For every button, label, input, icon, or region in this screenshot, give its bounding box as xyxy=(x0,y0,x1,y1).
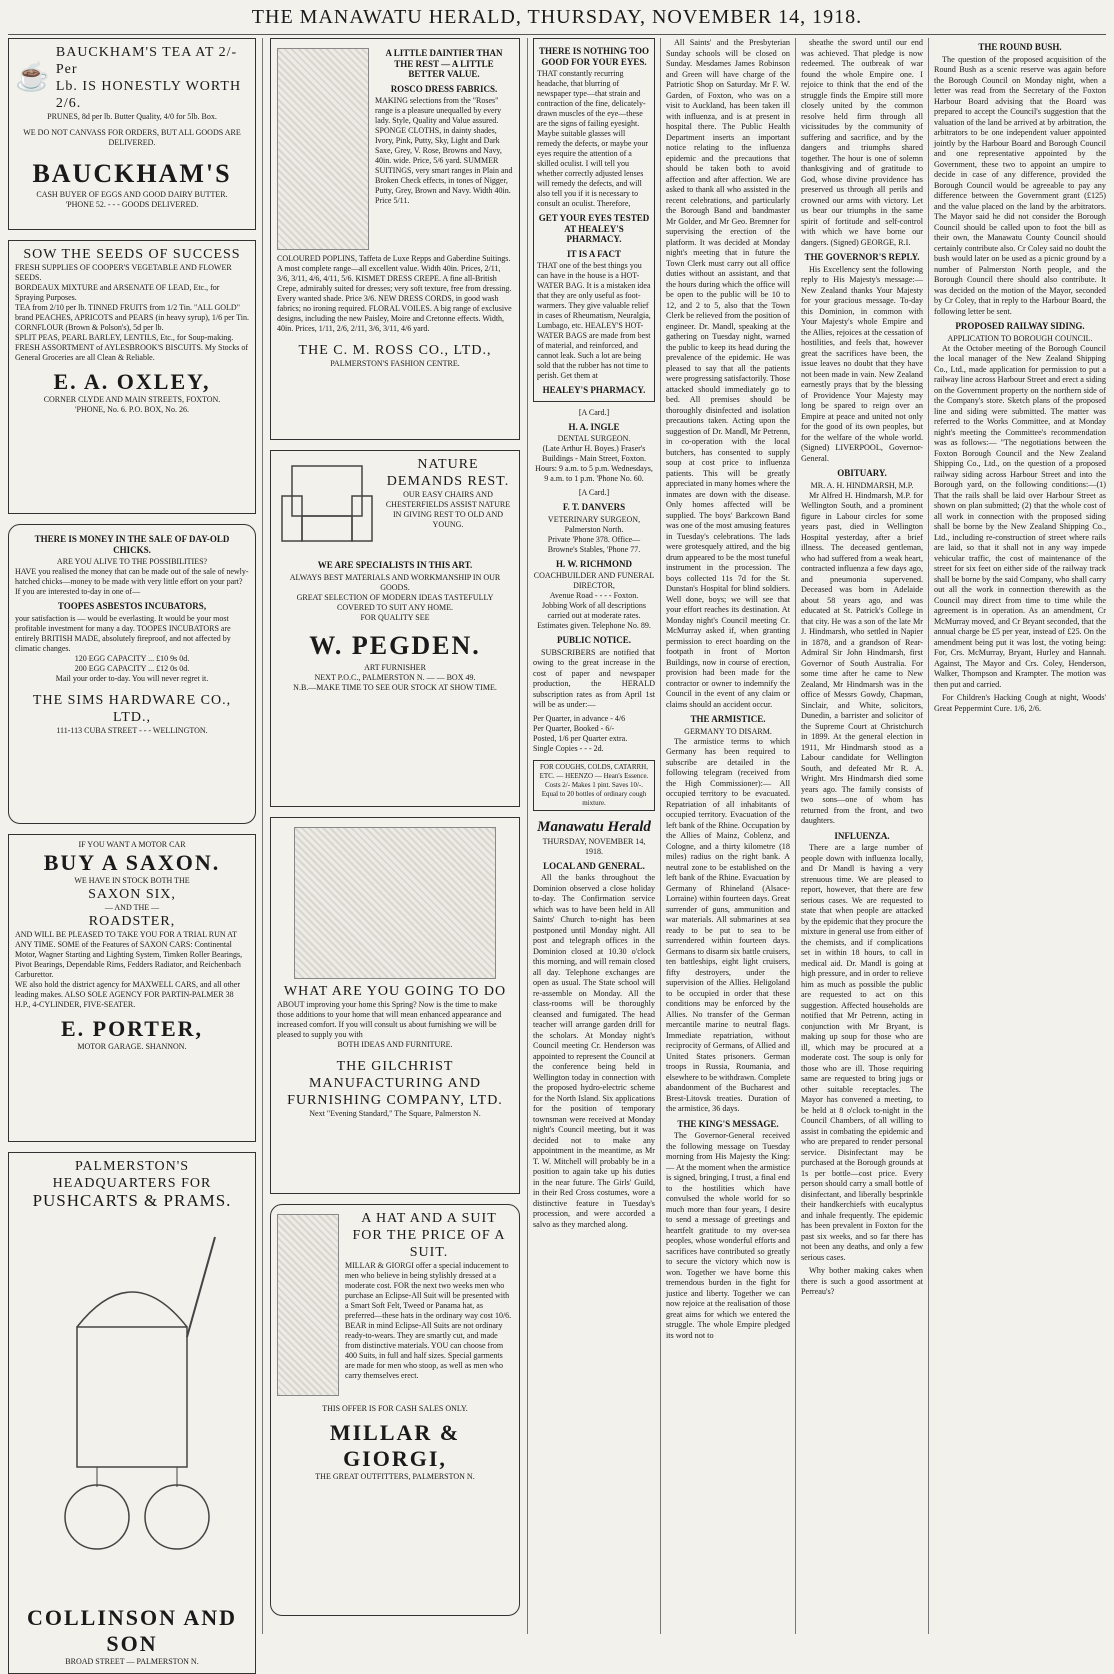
ad-headline: NATURE DEMANDS REST. xyxy=(386,457,510,489)
news-text: For Children's Hacking Cough at night, Woods' Great Peppermint Cure. 1/6, 2/6. xyxy=(934,693,1106,713)
notice-title: PUBLIC NOTICE. xyxy=(556,635,631,645)
card-text: VETERINARY SURGEON, Palmerston North. xyxy=(547,514,641,534)
card-text: DENTAL SURGEON. xyxy=(557,434,631,443)
column-divider xyxy=(928,38,929,1634)
article-subtitle: APPLICATION TO BOROUGH COUNCIL. xyxy=(947,333,1093,343)
ad-text: HAVE you realised the money that can be made out of the sale of newly-hatched chicks—money to be made with very little effort on your part? If you are interested to-day in one of— xyxy=(15,567,249,596)
ad-subheadline: ROADSTER, xyxy=(88,914,176,929)
furnished-room-illustration xyxy=(294,827,496,979)
ad-headline: PALMERSTON'S HEADQUARTERS FOR xyxy=(52,1159,212,1191)
ad-price: 200 EGG CAPACITY ... £12 0s 0d. xyxy=(74,663,190,673)
card-name: F. T. DANVERS xyxy=(562,502,626,512)
ad-subheadline: TOOPES ASBESTOS INCUBATORS, xyxy=(57,601,207,611)
notice-rate: Single Copies - - - 2d. xyxy=(533,743,604,753)
ad-text: CORNER CLYDE AND MAIN STREETS, FOXTON. xyxy=(43,395,221,404)
ad-headline: PUSHCARTS & PRAMS. xyxy=(32,1191,232,1210)
ad-text: GREAT SELECTION OF MODERN IDEAS TASTEFULLY COVERED TO SUIT ANY HOME. xyxy=(296,592,494,612)
article-title: OBITUARY. xyxy=(837,468,887,478)
card-text: Hours: 9 a.m. to 5 p.m. Wednesdays, 9 a.m. to 1 p.m. 'Phone No. 60. xyxy=(535,464,653,483)
ad-text: PRUNES, 8d per lb. Butter Quality, 4/0 for 5lb. Box. xyxy=(47,112,217,121)
ad-text: WE DO NOT CANVASS FOR ORDERS, BUT ALL GOODS ARE DELIVERED. xyxy=(23,128,241,147)
article-title: THE ROUND BUSH. xyxy=(978,42,1062,52)
ad-brand: BAUCKHAM'S xyxy=(32,159,232,188)
ad-text: Next "Evening Standard," The Square, Palmerston N. xyxy=(309,1109,481,1118)
card-text: Private 'Phone 378. Office—Browne's Stables, 'Phone 77. xyxy=(547,534,641,554)
notice-text: SUBSCRIBERS are notified that owing to the great increase in the cost of paper and newspaper production, the HERALD subscription rates as from April 1st will be as under:— xyxy=(533,647,655,709)
ad-text: MILLAR & GIORGI offer a special inducement to men who believe in being stylishly dressed at a moderate cost. FOR the next two weeks men who purchase an Eclipse-All Suit will be presented with a Smart Soft Felt, Tweed or Panama hat, as preferred—these hats in the ordinary way cost 10/6. BEAR in mind Eclipse-All Suits are not ordinary ready-to-wears. They are smartly cut, and made from distinctive materials. YOU can choose from 400 Suits, in full and half sizes. Special garments are made for men who stoop, as well as men who carry themselves erect. xyxy=(345,1261,512,1380)
ad-brand: MILLAR & GIORGI, xyxy=(329,1420,461,1471)
edition-date: THURSDAY, NOVEMBER 14, 1918. xyxy=(542,836,646,856)
ad-text: THAT one of the best things you can have in the house is a HOT-WATER BAG. It is a mistaken idea that they are only useful as foot-warmers. They give valuable relief in cases of Rheumatism, Neuralgia, Lumbago, etc. HEALEY'S HOT-WATER BAGS are made from best of material, and reinforced, and cannot leak. Such a lot are being sold that the rubber has not time to perish. Get them at xyxy=(537,261,651,380)
healey-ad xyxy=(533,38,655,402)
ad-text: 111-113 CUBA STREET - - - WELLINGTON. xyxy=(56,725,208,735)
ad-headline: A LITTLE DAINTIER THAN THE REST — A LITTLE BETTER VALUE. xyxy=(385,48,503,79)
card-text: Avenue Road - - - - Foxton. xyxy=(549,591,639,600)
gentleman-illustration xyxy=(277,1214,339,1396)
column-divider xyxy=(527,38,528,1634)
ad-headline: BAUCKHAM'S TEA AT 2/- Per xyxy=(55,45,238,77)
tea-drinker-icon: ☕ xyxy=(15,62,50,93)
column-2 xyxy=(270,38,520,1634)
ad-text: WE HAVE IN STOCK BOTH THE xyxy=(74,876,190,885)
article-title: THE KING'S MESSAGE. xyxy=(677,1118,779,1129)
ad-headline: THERE IS MONEY IN THE SALE OF DAY-OLD CHICKS. xyxy=(34,534,230,555)
lady-illustration xyxy=(277,48,369,250)
news-text: Why bother making cakes when there is such a good assortment at Perreau's? xyxy=(801,1266,923,1296)
notice-rate: Per Quarter, Booked - 6/- xyxy=(533,723,615,733)
ad-brand: W. PEGDEN. xyxy=(309,630,481,660)
ad-text: CASH BUYER OF EGGS AND GOOD DAIRY BUTTER. xyxy=(36,190,228,199)
article-subtitle: MR. A. H. HINDMARSH, M.P. xyxy=(810,480,914,490)
ad-headline: SOW THE SEEDS OF SUCCESS xyxy=(23,247,241,262)
ad-text: WE also hold the district agency for MAXWELL CARS, and all other leading makes. ALSO SOLE AGENCY FOR PARTIN-PALMER 38 H.P., 4-CYLINDER, FIVE-SEATER. xyxy=(15,980,240,1009)
ad-text: your satisfaction is — would be everlasting. It would be your most profitable investment for many a day. TOOPES INCUBATORS are entirely BRITISH MADE, absolutely fireproof, and not affected by climatic changes. xyxy=(15,613,231,653)
ad-text: — AND THE — xyxy=(104,903,160,912)
ad-brand: E. PORTER, xyxy=(60,1016,204,1041)
ad-subheadline: SAXON SIX, xyxy=(88,887,176,902)
card-name: H. A. INGLE xyxy=(568,421,620,432)
masthead-rule xyxy=(8,34,1106,35)
notice-rate: Per Quarter, in advance - 4/6 xyxy=(533,713,626,723)
ad-text: ARE YOU ALIVE TO THE POSSIBILITIES? xyxy=(56,557,208,566)
millar-giorgi-ad xyxy=(270,1204,520,1616)
porter-ad xyxy=(8,834,256,1142)
ad-headline: THERE IS NOTHING TOO GOOD FOR YOUR EYES. xyxy=(539,46,649,67)
ad-text: BOTH IDEAS AND FURNITURE. xyxy=(337,1040,453,1049)
article-text: At the October meeting of the Borough Council the local manager of the New Zealand Shipping Co., Ltd., made application for permission to put a railway line across Harbour Street and erect a siding on the Government property on the northern side of the Company's store. Sketch plans of the proposed line and siding were submitted. The matter was referred to the Works Committee, and at Monday night's meeting the Committee's recommendation was as follows:— "The negotiations between the Foxton Borough Council and the New Zealand Shipping Co., Ltd., on the question of a proposed railway siding across Harbour Street and into the Borough yard, on the following conditions:—(1) That the rails shall be laid over Harbour Street as shown on plan submitted; (2) that the whole cost of all work in connection with the proposed siding shall be borne by the New Zealand Shipping Co., Ltd., including re-construction of street where rails are laid, so that it shall not in any way impede vehicular traffic, the cost of maintenance of the street for six feet on either side of the railway track shall be borne by the said Company, who shall carry out all the work in connection therewith as the Council may direct from time to time while the agreement is in operation. As an amendment, Cr McMurray moved, and Cr Bryant seconded, that the annual charge be £5 per year, instead of £25. On the amendment being put it was lost, the voting being: For, Crs. McMurray, Bryant, Hurley and Hannah. Against, The Mayor and Crs. Coley, Henderson, Walker, Thompson and Krampter. The motion was then put and carried. xyxy=(934,343,1106,689)
article-text: The question of the proposed acquisition of the Round Bush as a scenic reserve was again before the Borough Council on Monday night, when a letter was read from the Secretary of the Foxton Harbour Board advising that the Board was prepared to accept the Council's suggestion that the valuation of the land be arrived at by arbitration, the arbitrators to be one independent valuer appointed jointly by the Harbour Board and Borough Council and one representative appointed by the Government, these two to appoint an umpire to decide in case of any difference, provided the Borough Council would be agreeable to pay any difference between the Government grant (£125) and the value placed on the land by the arbitrators. The Mayor said he did not consider the Borough Council should be called upon to foot the bill as their own, the Manawatu County Council should certainly contribute also. Cr Coley said no doubt the bush would later on be used as a picnic ground by a number of Palmerston North people, and the Borough Council there should also contribute. It was decided on the motion of the Mayor, seconded by Cr Coley, that in reply to the Harbour Board, the following letter be sent. xyxy=(934,54,1106,316)
ad-text: BORDEAUX MIXTURE and ARSENATE OF LEAD, Etc., for Spraying Purposes. xyxy=(15,283,220,302)
ad-text: PALMERSTON'S FASHION CENTRE. xyxy=(330,359,460,368)
ad-text: Mail your order to-day. You will never regret it. xyxy=(55,673,209,683)
ad-brand: E. A. OXLEY, xyxy=(53,369,211,394)
section-title: LOCAL AND GENERAL. xyxy=(543,860,645,871)
masthead: THE MANAWATU HERALD, THURSDAY, NOVEMBER 14, 1918. xyxy=(251,6,863,28)
ad-brand: THE SIMS HARDWARE CO., LTD., xyxy=(32,692,232,725)
ad-price: 120 EGG CAPACITY ... £10 9s 0d. xyxy=(74,653,190,663)
card-text: COACHBUILDER AND FUNERAL DIRECTOR, xyxy=(533,571,655,590)
sims-hardware-ad xyxy=(8,524,256,824)
newspaper-banner: Manawatu Herald xyxy=(537,818,651,835)
ad-text: THIS OFFER IS FOR CASH SALES ONLY. xyxy=(322,1404,468,1413)
article-text: The Governor-General received the following message on Tuesday morning from His Majesty the King:— At the moment when the armistice is signed, bringing, I trust, a final end to the hostilities which have convulsed the whole world for so much more than four years, I desire to send a message of greetings and heartfelt gratitude to my over-sea peoples, whose wonderful efforts and sacrifices have contributed so greatly to secure the victory which now is won. Together we have borne this tremendous burden in the fight for justice and liberty. Together we can now rejoice at the realisation of those great aims for which we entered the struggle. The whole Empire pledged its word not to xyxy=(666,1131,790,1340)
ad-brand: THE C. M. ROSS CO., LTD., xyxy=(298,343,492,358)
ad-subheadline: IT IS A FACT xyxy=(567,248,621,259)
ad-text: 'PHONE 52. - - - GOODS DELIVERED. xyxy=(65,200,199,209)
card-text: Jobbing Work of all descriptions carried out at moderate rates. Estimates given. Telephone No. 89. xyxy=(537,601,651,630)
news-text: All Saints' and the Presbyterian Sunday schools will be closed on Sunday. Mesdames James Robinson and Green will have charge of the Patriotic Shop on Saturday. Mr F. W. Garden, of Foxton, who was on a visit to Auckland, has been taken ill with influenza, and is at present in hospital there. The Public Health Department inserts an important notice relating to the influenza epidemic and the precautions that should be taken both to avoid affection and after affection. We are asked to thank all who assisted in the recent celebrations, and particularly the Borough Band and bandmaster Mr Golder, and Mr Geo. Bremner for supervising the erection of the platform. It was decided at Monday night's meeting that in future the Town Clerk must carry out all office duties without an assistant, and that the hours during which the office will be open to the public will be 10 to 12, and 2 to 5, also that the Town Clerk be relieved from the position of engineer. Dr. Mandl, speaking at the gathering on Tuesday night, warned the public to keep its head during the prevalence of the epidemic. He was pleased to say that all the patients were progressing satisfactorily. Those attacked should immediately go to bed. All premises should be thoroughly disinfected and isolation precautions taken. Acting upon the suggestion of Dr. Mandl, Mr Petrenn, in co-operation with the local butchers, has consented to supply soup at cost price to influenza patients. This will be greatly appreciated in many homes where the inmates are down with the disease. Only homes affected will be supplied. The boys' Barkcown Band was one of the most amusing features in Tuesday's celebrations. The lads were grotesquely attired, and the big drum appeared to be the most tuneful instrument in the procession. The boys collected 11s 7d for the St. Dunstan's Hospital for blind soldiers. Well done, boys; we will see that your effort reaches its destination. At Monday night's Council meeting Cr. McMurray asked if, when granting permission to erect hoarding on the footpath in front of Morton Buildings, now in course of erection, provision had been made for the contractor or owner to indemnify the Council in the event of any claim or claims should an accident occur. xyxy=(666,38,790,709)
oxley-ad xyxy=(8,240,256,514)
collinson-ad xyxy=(8,1152,256,1674)
article-text: The armistice terms to which Germany has been required to subscribe are detailed in the following telegram (received from the High Commissioner):— All occupied territory to be evacuated. Repatriation of all inhabitants of occupied territory. Evacuation of the left bank of the Rhine. Occupation by the Allies of Mainz, Coblenz, and Cologne, and a thirty kilometre (18 miles) radius on the right bank. A neutral zone to be established on the left bank of the Rhine. Evacuation by Germany of Rhineland (Alsace-Lorraine) within fourteen days. Great surrender of guns, ammunition and war materials. All submarines at sea ready to be put to sea to be surrendered within fourteen days. Germans to disarm six battle cruisers, ten battleships, eight light cruisers, fifty destroyers, under the supervision of the Allies. Heligoland to be occupied in order that these conditions may be enforced by the Allies. No transfer of the German mercantile marine to neutral flags. Immediate repatriation, without reciprocity of Germans, of Allied and United States prisoners. German troops in Russia, Roumania, and elsewhere to be withdrawn. Complete abandonment of the Bucharest and Brest-Litovsk treaties. Duration of the armistice, 36 days. xyxy=(666,736,790,1113)
card-name: H. W. RICHMOND xyxy=(555,558,632,569)
ad-text: THE GREAT OUTFITTERS, PALMERSTON N. xyxy=(315,1472,475,1481)
column-3 xyxy=(533,38,655,1634)
article-text: His Excellency sent the following reply to His Majesty's message:— New Zealand thanks Your Majesty for your gracious message. To-day this Dominion, in common with Your Majesty's whole Empire and the Allies, rejoices at the cessation of hostilities, and feels that, however great the sacrifices have been, the issue leaves no doubt that they have not been made in vain. New Zealand earnestly prays that by the blessing of Providence Your Majesty may long be spared to reign over an Empire at peace and united not only for the good of its own peoples, but for the welfare of the whole world. (Signed) LIVERPOOL, Governor-General. xyxy=(801,264,923,463)
ad-brand: THE GILCHRIST MANUFACTURING AND FURNISHING COMPANY, LTD. xyxy=(287,1059,503,1108)
ad-text: ART FURNISHER xyxy=(364,662,426,672)
heenzo-ad: FOR COUGHS, COLDS, CATARRH, ETC. — HEENZO — Hean's Essence. Costs 2/- Makes 1 pint. Saves 10/-. Equal to 20 bottles of ordinary cough mixture. xyxy=(533,760,655,811)
article-text: Mr Alfred H. Hindmarsh, M.P. for Wellington South, and a prominent figure in Labour circles for some years past, died in Wellington Hospital yesterday, after a brief illness. The deceased gentleman, who had suffered from a weak heart, contracted influenza a few days ago, and pneumonia supervened. Deceased was born in Adelaide about 58 years ago, and was educated at St. Patrick's College in that city. He was a son of the late Mr J. Hindmarsh, who settled in Napier in 1878, and a grandson of Rear-Admiral Sir John Hindmarsh, first Governor of South Australia. For some time after he came to New Zealand, Mr Hindmarsh was in the office of Messrs Gowdy, Chapman, Sinclair, and White, solicitors, Dunedin, a barrister and solicitor of the Supreme Court at Christchurch in 1899. At the general election in 1911, Mr Hindmarsh stood as a Labour candidate for Wellington South, and defeated Mr R. A. Wright. Mrs Hindmarsh died some years ago. The family consists of two sons—one of whom has returned from the front, and two daughters. xyxy=(801,490,923,825)
armchair-illustration xyxy=(277,456,377,556)
column-divider xyxy=(660,38,661,1634)
ad-headline: BUY A SAXON. xyxy=(43,850,221,875)
article-title: THE GOVERNOR'S REPLY. xyxy=(804,252,920,262)
pram-illustration xyxy=(37,1217,227,1597)
ad-text: COLOURED POPLINS, Taffeta de Luxe Repps and Gaberdine Suitings. A most complete range—all excellent value. Width 40in. Prices, 2/11, 3/6, 3/11, 4/6, 4/11, 5/6. KISMET DRESS CREPE. A fine all-British Crepe, admirably suited for dresses; very soft texture, free from dressing. Every wanted shade. Price 3/6. NEW DRESS CORDS, in good wash fabrics; no ironing required. FLORAL VOILES. A big range of exclusive designs, including the new Paisley, Moire and Cretonne effects. Width, 40in. Prices, 1/11, 2/6, 2/11, 3/6, 3/11, 4/6 yard. xyxy=(277,254,512,333)
article-text: There are a large number of people down with influenza locally, and Dr Mandl is having a very strenuous time. We are pleased to report, however, that there are few serious cases. We are requested to state that when people are attacked by the epidemic that they procure the mixture in general use from either of the chemists, and if complications set in within 18 hours, to call in medical aid. Dr. Mandl is going at high pressure, and in order to relieve him as much as possible the public are requested to act on this suggestion. Affected households are notified that Mr Petrenn, acting in conjunction with Mr Bryant, is making up soup for those who are ill, which may be procured at a moderate cost. The soup is only for those who are ill. Those requiring same are requested to bring jugs or other suitable receptacles. The Mayor has convened a meeting, to be held at 8 o'clock to-night in the Council Chambers, of all willing to assist in combating the epidemic and who are prepared to render personal service. Disinfectant may be purchased at the Borough grounds at 1s per bottle—cost price. Every person should carry a small bottle of disinfectant, and liberally besprinkle their handkerchiefs with eucalyptus and inhale frequently. The epidemic has been prevalent in Foxton for the past six weeks, and so far there has not been any deaths, and only a few serious cases. xyxy=(801,843,923,1262)
ad-headline: WHAT ARE YOU GOING TO DO xyxy=(283,984,507,999)
article-subtitle: GERMANY TO DISARM. xyxy=(684,726,772,736)
ad-text: MAKING selections from the "Roses" range is a pleasure unequalled by every lady. Style, Quality and Value assured. SPONGE CLOTHS, in dainty shades, Ivory, Pink, Putty, Sky, Light and Dark Saxe, Grey, V. Rose, Browns and Navy, 40in. wide. Price, 5/6 yard. SUMMER SUITINGS, very smart ranges in Plain and Broken Check effects, in tones of Nigger, Putty, Grey, Brown and Navy. Width 40in. Price 5/11. xyxy=(375,96,513,205)
column-divider xyxy=(262,38,263,1634)
pegden-ad xyxy=(270,450,520,807)
ross-ad xyxy=(270,38,520,440)
ad-text: ALWAYS BEST MATERIALS AND WORKMANSHIP IN OUR GOODS. xyxy=(289,572,501,592)
article-title: INFLUENZA. xyxy=(834,830,890,841)
column-1 xyxy=(8,38,256,1666)
ad-text: CORNFLOUR (Brown & Polson's), 5d per lb. xyxy=(15,323,164,332)
ad-text: NEXT P.O.C., PALMERSTON N. — — BOX 49. xyxy=(314,672,476,682)
column-divider xyxy=(795,38,796,1634)
ad-text: AND WILL BE PLEASED TO TAKE YOU FOR A TRIAL RUN AT ANY TIME. SOME of the Features of SAXON CARS: Continental Motor, Wagner Starting and Lighting System, Timken Roller Bearings, Pivot Bearings, Dependable Rims, Fedders Radiator, and Reichenbach Carburettor. xyxy=(15,930,243,979)
ad-text: FOR QUALITY SEE xyxy=(360,612,430,622)
ad-text: SPLIT PEAS, PEARL BARLEY, LENTILS, Etc., for Soup-making. xyxy=(15,333,234,342)
article-text: sheathe the sword until our end was achieved. That pledge is now redeemed. The outbreak of war found the whole Empire one. I rejoice to think that the end of the struggle finds the Empire still more closely united by the common resolve held firm through all vicissitudes by the community of suffering and sacrifice, and by the dangers and triumphs shared together. The hour is one of solemn thanksgiving and of gratitude to God, whose divine providence has preserved us through all perils and crowned our arms with victory. Let us bear our triumphs in the same spirit of fortitude and self-control with which we have borne our dangers. (Signed) GEORGE, R.I. xyxy=(801,38,923,247)
ad-text: FRESH SUPPLIES OF COOPER'S VEGETABLE AND FLOWER SEEDS. xyxy=(15,263,232,282)
bauckham-ad xyxy=(8,38,256,230)
ad-subheadline: GET YOUR EYES TESTED AT HEALEY'S PHARMACY. xyxy=(538,213,650,244)
ad-brand: HEALEY'S PHARMACY. xyxy=(542,385,646,395)
ad-text: ABOUT improving your home this Spring? Now is the time to make those additions to your home that will mean enhanced appearance and increased comfort. If you will consult us about furnishing we will be pleased to supply you with xyxy=(277,1000,502,1039)
ad-text: FRESH ASSORTMENT of AYLESBROOK'S BISCUITS. My Stocks of General Groceries are all Clean & Reliable. xyxy=(15,343,249,362)
news-text: All the banks throughout the Dominion observed a close holiday to-day. The Confirmation service which was to have been held in All Saints' Church to-night has been postponed until Monday night. All post and telegraph offices in the Dominion closed at 10.30 o'clock this morning, and will remain closed all day. Telephone exchanges are open as usual. The State school will re-assemble on Monday. All the class-rooms will be thoroughly cleansed and fumigated. The head teacher will arrange garden drill for the scholars. At Monday night's Council meeting Cr. Henderson was appointed to represent the Council at the conference being held in Wellington today in connection with the proposed hydro-electric scheme for the North Island. Six applications for the position of temporary townsman were received at Monday night's Council meeting, but it was decided not to make any appointment in the meantime, as Mr T. W. Mitchell will probably be in a position to again take up his duties in the near future. The Girls' Guild, in their Red Cross costumes, wore a distinctive feature in Tuesday's procession, and were accorded a salvo as they marched along. xyxy=(533,873,655,1229)
ad-text: IF YOU WANT A MOTOR CAR xyxy=(78,840,186,849)
card-label: [A Card.] xyxy=(578,407,610,417)
ad-text: 'PHONE, No. 6. P.O. BOX, No. 26. xyxy=(75,405,189,414)
ad-text: OUR EASY CHAIRS AND CHESTERFIELDS ASSIST NATURE IN GIVING REST TO OLD AND YOUNG. xyxy=(385,490,511,529)
column-4 xyxy=(666,38,790,1634)
card-text: (Late Arthur H. Boyes.) Fraser's Buildings - Main Street, Foxton. xyxy=(542,444,646,463)
ad-brand: COLLINSON AND SON xyxy=(27,1605,237,1656)
ad-text: MOTOR GARAGE. SHANNON. xyxy=(77,1042,187,1051)
ad-subheadline: WE ARE SPECIALISTS IN THIS ART. xyxy=(317,560,473,570)
column-6 xyxy=(934,38,1106,1634)
card-label: [A Card.] xyxy=(578,488,610,497)
ad-text: THAT constantly recurring headache, that blurring of newspaper type—that strain and contraction of the fine, delicately-drawn muscles of the eye—these are the signs of failing eyesight. Maybe suitable glasses will remedy the defects, or maybe your eyes require the attention of a skilled oculist. I will tell you whether correctly adjusted lenses will remedy the defects, and will also tell you if it is necessary to consult an oculist. Therefore, xyxy=(537,69,649,208)
ad-subheadline: ROSCO DRESS FABRICS. xyxy=(390,83,498,94)
ad-text: BROAD STREET — PALMERSTON N. xyxy=(65,1657,199,1666)
gilchrist-ad xyxy=(270,817,520,1194)
notice-rate: Posted, 1/6 per Quarter extra. xyxy=(533,733,628,743)
ad-headline: A HAT AND A SUIT FOR THE PRICE OF A SUIT. xyxy=(352,1211,506,1260)
article-title: THE ARMISTICE. xyxy=(690,714,766,724)
ad-text: TEA from 2/10 per lb. TINNED FRUITS from 1/2 Tin. "ALL GOLD" brand PEACHES, APRICOTS and PEARS (in heavy syrup), 1/6 per Tin. xyxy=(15,303,250,322)
ad-text: N.B.—MAKE TIME TO SEE OUR STOCK AT SHOW TIME. xyxy=(293,682,497,692)
article-title: PROPOSED RAILWAY SIDING. xyxy=(955,321,1085,331)
ad-headline: Lb. IS HONESTLY WORTH 2/6. xyxy=(55,79,242,111)
column-5 xyxy=(801,38,923,1634)
